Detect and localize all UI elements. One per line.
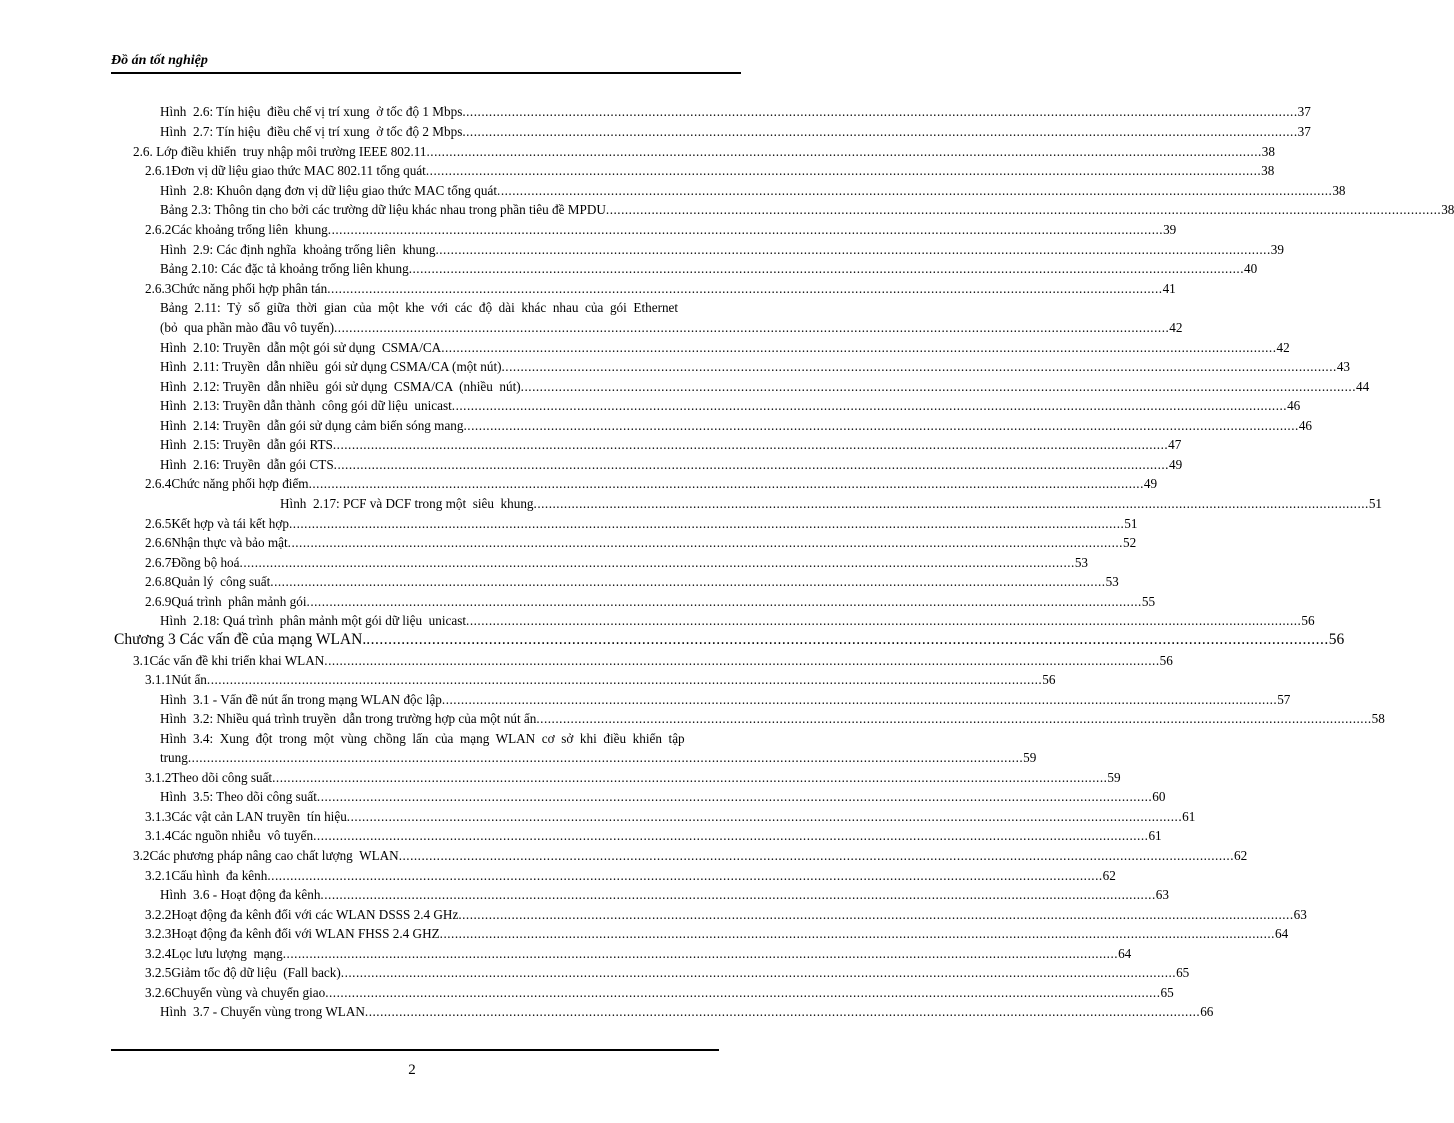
toc-entry-title: Chức năng phối hợp điểm [171,476,309,491]
toc-entry-number: 3.2 [133,848,150,863]
toc-entry-title: Hình 2.13: Truyền dẫn thành công gói dữ liệu unicast [160,398,452,413]
toc-leader-dots [328,220,1163,239]
toc-entry-page: 63 [1293,907,1307,922]
toc-entry-page: 37 [1297,124,1311,139]
toc-entry [160,298,739,317]
toc-entry [145,533,1137,552]
toc-entry-title: Đồng bộ hoá [171,555,240,570]
toc-entry-number: 3.2.1 [145,868,172,883]
toc-entry [145,592,1156,611]
toc-entry-page: 66 [1200,1004,1214,1019]
toc-entry-page: 46 [1287,398,1301,413]
toc-entry-title: Nút ẩn [171,672,207,687]
toc-entry [145,807,1196,826]
toc-leader-dots [324,651,1159,670]
toc-entry [160,181,1346,200]
toc-entry-title: Hình 3.1 - Vấn đề nút ẩn trong mạng WLAN độc lập [160,692,442,707]
toc-leader-dots [452,396,1287,415]
toc-entry-title: Quá trình phân mảnh gói [171,594,307,609]
toc-entry [145,474,1158,493]
toc-entry-title: Hình 2.10: Truyền dẫn một gói sử dụng CSMA/CA [160,340,442,355]
toc-entry-number: 3.2.3 [145,926,172,941]
toc-leader-dots [497,181,1332,200]
toc-leader-dots [347,807,1182,826]
toc-entry-title: Chức năng phối hợp phân tán [171,281,328,296]
toc-entry-page: 47 [1168,437,1182,452]
toc-entry-page: 57 [1277,692,1291,707]
toc-entry [160,1002,1214,1021]
toc-entry [133,142,1275,161]
toc-entry-number: 2.6.9 [145,594,172,609]
toc-leader-dots [536,709,1371,728]
toc-entry-title: Kết hợp và tái kết hợp [171,516,289,531]
toc-entry [160,377,1370,396]
toc-entry-page: 39 [1270,242,1284,257]
toc-entry-page: 63 [1155,887,1169,902]
toc-entry [160,455,1183,474]
toc-entry-page: 38 [1261,144,1275,159]
toc-entry-title: Đơn vị dữ liệu giao thức MAC 802.11 tổng quát [171,163,426,178]
toc-leader-dots [267,866,1102,885]
toc-leader-dots [288,533,1123,552]
toc-entry-page: 64 [1118,946,1132,961]
toc-entry [160,318,1183,337]
toc-entry [145,553,1089,572]
toc-entry-number: 2.6.7 [145,555,172,570]
toc-entry-title: Các vật cản LAN truyền tín hiệu [171,809,347,824]
toc-entry [145,768,1121,787]
toc-entry-page: 64 [1274,926,1289,941]
toc-entry-title: Hình 2.6: Tín hiệu điều chế vị trí xung ở tốc độ 1 Mbps [160,104,463,119]
toc-entry-page: 61 [1148,828,1162,843]
toc-entry [145,905,1307,924]
toc-entry-page: 56 [1159,653,1173,668]
toc-entry-page: 65 [1160,985,1174,1000]
toc-entry [160,690,1291,709]
toc-entry [145,670,1056,689]
toc-leader-dots [426,142,1261,161]
toc-entry-page: 42 [1276,340,1290,355]
toc-leader-dots [320,885,1155,904]
toc-entry-page: 55 [1141,594,1156,609]
toc-entry [133,846,1248,865]
toc-entry [160,102,1311,121]
toc-leader-dots [606,200,1441,219]
toc-entry-page: 59 [1107,770,1121,785]
toc-entry [160,259,1258,278]
toc-leader-dots [534,494,1369,513]
toc-entry-number: 3.1.1 [145,672,172,687]
toc-entry [160,709,1385,728]
toc-entry-title: Hình 3.2: Nhiều quá trình truyền dẫn trong trường hợp của một nút ẩn [160,711,537,726]
toc-entry [145,514,1138,533]
toc-entry-title: Lọc lưu lượng mạng [171,946,283,961]
toc-entry [145,866,1116,885]
toc-leader-dots [272,768,1107,787]
toc-leader-dots [435,240,1270,259]
toc-leader-dots [458,905,1293,924]
toc-entry-page: 56 [1042,672,1056,687]
toc-entry [160,611,1315,630]
toc-entry-page: 42 [1169,320,1183,335]
toc-entry-page: 37 [1297,104,1311,119]
toc-leader-dots [313,826,1148,845]
toc-entry [160,435,1182,454]
toc-entry-title: Hình 2.16: Truyền dẫn gói CTS [160,457,334,472]
toc-entry-number: 3.1.3 [145,809,172,824]
toc-entry-title: Hoạt động đa kênh đối với WLAN FHSS 2.4 GHZ [171,926,440,941]
toc-entry-page: 44 [1355,379,1370,394]
toc-entry [145,826,1162,845]
toc-entry-title: Các vấn đề khi triển khai WLAN [149,653,325,668]
toc-entry-title: Hình 2.7: Tín hiệu điều chế vị trí xung ở tốc độ 2 Mbps [160,124,463,139]
toc-entry-title: Giảm tốc độ dữ liệu (Fall back) [171,965,341,980]
toc-entry-title: Theo dõi công suất [171,770,273,785]
toc-leader-dots [521,377,1356,396]
toc-entry [145,572,1119,591]
toc-leader-dots [462,102,1297,121]
toc-entry-title: Chương 3 Các vấn đề của mạng WLAN. [114,631,367,648]
toc-entry-title: Bảng 2.10: Các đặc tả khoảng trống liên khung [160,261,409,276]
toc-leader-dots [317,787,1152,806]
toc-entry [160,240,1284,259]
toc-entry-number: 3.2.4 [145,946,172,961]
toc-entry-title: Các nguồn nhiễu vô tuyến [171,828,314,843]
toc-entry [160,748,1037,767]
toc-entry [160,200,1454,219]
toc-entry-title: Hình 2.12: Truyền dẫn nhiều gói sử dụng CSMA/CA (nhiều nút) [160,379,521,394]
toc-entry-page: 38 [1261,163,1275,178]
header-rule [111,72,741,74]
toc-entry-number: 2.6.8 [145,574,172,589]
toc-entry-number: 3.1 [133,653,150,668]
toc-entry-title: trung [160,750,188,765]
toc-entry-page: 43 [1336,359,1350,374]
toc-leader-dots [502,357,1337,376]
toc-entry-number: 3.2.6 [145,985,172,1000]
toc-entry-page: 65 [1176,965,1190,980]
toc-leader-dots [409,259,1244,278]
toc-leader-dots [309,474,1144,493]
toc-entry [145,220,1177,239]
toc-entry-number: 3.2.5 [145,965,172,980]
toc-entry [160,729,739,748]
toc-leader-dots [307,592,1142,611]
toc-leader-dots [440,924,1275,943]
toc-entry-page: 38 [1332,183,1346,198]
page-number: 2 [408,1062,416,1078]
toc-entry-title: Hình 2.8: Khuôn dạng đơn vị dữ liệu giao thức MAC tổng quát [160,183,498,198]
toc-entry-title: Hình 2.15: Truyền dẫn gói RTS [160,437,333,452]
toc-entry-page: 49 [1168,457,1183,472]
toc-leader-dots [334,318,1169,337]
toc-entry-number: 2.6.3 [145,281,172,296]
toc-entry-page: 56 [1301,613,1315,628]
toc-leader-dots [466,611,1301,630]
toc-entry-page: 38 [1441,202,1454,217]
footer-rule [111,1049,719,1051]
toc-leader-dots [426,161,1261,180]
toc-leader-dots [399,846,1234,865]
toc-leader-dots [289,514,1124,533]
toc-leader-dots [341,963,1176,982]
toc-leader-dots [188,748,1023,767]
toc-entry-page: 52 [1122,535,1137,550]
toc-entry [160,122,1311,141]
toc-entry-title: Hình 2.17: PCF và DCF trong một siêu khung [280,496,534,511]
toc-entry [145,944,1132,963]
toc-entry-title: Hình 2.14: Truyền dẫn gói sử dụng cảm biến sóng mang [160,418,464,433]
toc-leader-dots [365,1002,1200,1021]
toc-entry-title: Bảng 2.3: Thông tin cho bởi các trường dữ liệu khác nhau trong phần tiêu đề MPDU [160,202,606,217]
toc-entry-title: Nhận thực và bảo mật [171,535,288,550]
toc-entry-page: 49 [1143,476,1158,491]
toc-entry-title: Hình 2.18: Quá trình phân mảnh một gói dữ liệu unicast [160,613,467,628]
toc-leader-dots [366,630,1329,649]
toc-entry-title: Hình 2.11: Truyền dẫn nhiều gói sử dụng CSMA/CA (một nút) [160,359,502,374]
toc-entry-page: 60 [1152,789,1166,804]
toc-entry-page: 59 [1023,750,1037,765]
toc-entry-number: 2.6 [133,144,150,159]
toc-entry-page: 40 [1244,261,1258,276]
toc-entry-title: Quản lý công suất [171,574,271,589]
toc-leader-dots [333,435,1168,454]
toc-entry [145,963,1190,982]
toc-entry-page: 41 [1162,281,1176,296]
toc-entry-page: 53 [1074,555,1089,570]
toc-entry-title: Hình 3.5: Theo dõi công suất [160,789,317,804]
toc-leader-dots [334,455,1169,474]
toc-entry-page: 51 [1124,516,1138,531]
toc-entry-page: 53 [1105,574,1119,589]
toc-leader-dots [327,279,1162,298]
toc-entry-page: 46 [1298,418,1312,433]
toc-entry-title: Các phương pháp nâng cao chất lượng WLAN [149,848,399,863]
toc-leader-dots [325,983,1160,1002]
toc-entry [160,357,1350,376]
toc-entry-title: Hình 2.9: Các định nghĩa khoảng trống liên khung [160,242,436,257]
toc-entry-page: 39 [1163,222,1177,237]
toc-entry-number: 2.6.4 [145,476,172,491]
toc-entry-title: Hình 3.4: Xung đột trong một vùng chồng lấn của mạng WLAN cơ sở khi điều khiển tập [160,731,685,746]
toc-leader-dots [462,122,1297,141]
toc-entry-title: Cấu hình đa kênh [171,868,268,883]
toc-entry [160,396,1301,415]
toc-leader-dots [442,690,1277,709]
toc-entry [145,279,1176,298]
running-header: Đồ án tốt nghiệp [111,53,208,68]
toc-entry [160,416,1312,435]
toc-entry-page: 62 [1102,868,1116,883]
toc-entry-number: 2.6.6 [145,535,172,550]
toc-entry-title: (bỏ qua phần mào đầu vô tuyến) [160,320,334,335]
toc-entry-title: Bảng 2.11: Tỷ số giữa thời gian của một khe với các độ dài khác nhau của gói Ethernet [160,300,679,315]
toc-entry [114,630,1345,649]
toc-leader-dots [283,944,1118,963]
toc-entry-number: 2.6.2 [145,222,172,237]
toc-entry-title: Hình 3.6 - Hoạt động đa kênh [160,887,321,902]
toc-entry [160,885,1169,904]
toc-leader-dots [464,416,1299,435]
toc-entry-number: 3.1.4 [145,828,172,843]
toc-leader-dots [270,572,1105,591]
toc-entry [145,924,1289,943]
toc-entry-page: 56 [1328,631,1345,648]
toc-entry-title: Hình 3.7 - Chuyển vùng trong WLAN [160,1004,365,1019]
toc-entry-number: 2.6.5 [145,516,172,531]
toc-entry-title: . Lớp điều khiển truy nhập môi trường IEEE 802.11 [149,144,427,159]
toc-leader-dots [441,338,1276,357]
toc-leader-dots [207,670,1042,689]
toc-entry-page: 58 [1371,711,1385,726]
toc-entry-title: Chuyển vùng và chuyển giao [171,985,326,1000]
toc-entry [133,651,1173,670]
toc-entry [145,161,1275,180]
toc-entry-number: 3.1.2 [145,770,172,785]
toc-entry-number: 3.2.2 [145,907,172,922]
toc-entry-page: 62 [1234,848,1248,863]
toc-entry-page: 61 [1182,809,1196,824]
toc-entry-number: 2.6.1 [145,163,172,178]
toc-entry [160,787,1166,806]
toc-entry [160,338,1290,357]
toc-leader-dots [240,553,1075,572]
toc-entry-page: 51 [1368,496,1383,511]
toc-entry-title: Hoạt động đa kênh đối với các WLAN DSSS 2.4 GHz [171,907,459,922]
toc-entry [280,494,1383,513]
toc-entry-title: Các khoảng trống liên khung [171,222,328,237]
toc-entry [145,983,1174,1002]
